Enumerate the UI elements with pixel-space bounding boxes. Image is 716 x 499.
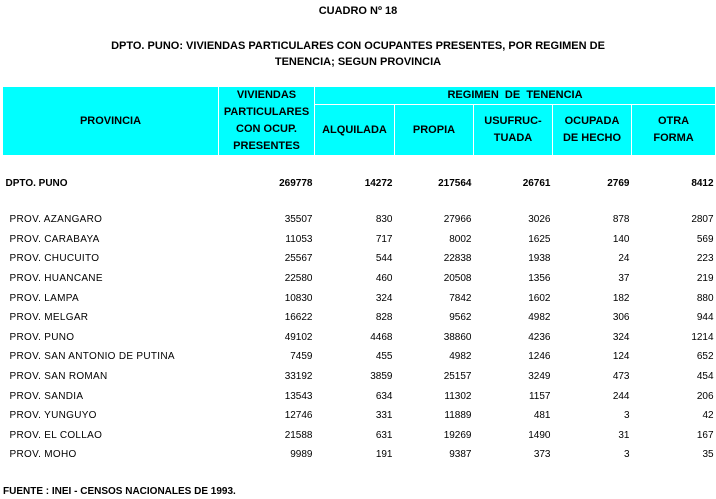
province-label: PROV. MELGAR <box>9 312 89 324</box>
header-viviendas <box>219 87 315 156</box>
header-usufructuada <box>474 105 553 156</box>
total-value: 8412 <box>691 177 714 189</box>
cell-value: 1938 <box>528 253 551 265</box>
cell-value: 3249 <box>528 371 551 383</box>
cell-value: 3 <box>623 410 630 422</box>
province-label: PROV. PUNO <box>9 331 75 343</box>
table-row <box>3 406 716 426</box>
cell-value: 223 <box>696 253 714 265</box>
cell-value: 9387 <box>449 449 472 461</box>
province-label: PROV. AZANGARO <box>9 214 103 226</box>
cell-value: 22838 <box>443 253 472 265</box>
cell-value: 4468 <box>370 331 393 343</box>
province-label: PROV. CARABAYA <box>9 233 100 245</box>
table-row <box>3 288 716 308</box>
cell-value: 37 <box>618 273 630 285</box>
total-value: 26761 <box>522 177 551 189</box>
cell-value: 1157 <box>528 390 551 402</box>
total-value: 217564 <box>438 177 472 189</box>
cell-value: 324 <box>375 292 393 304</box>
table-row <box>3 367 716 387</box>
header-otra-line: OTRA <box>657 115 690 128</box>
cell-value: 7459 <box>290 351 313 363</box>
cell-value: 11053 <box>285 233 313 245</box>
cell-value: 373 <box>533 449 551 461</box>
cell-value: 191 <box>375 449 393 461</box>
cell-value: 3859 <box>370 371 393 383</box>
cell-value: 31 <box>618 429 630 441</box>
cell-value: 878 <box>612 214 630 226</box>
header-viviendas-line: PARTICULARES <box>223 106 310 118</box>
table-subtitle <box>0 38 716 70</box>
cell-value: 944 <box>696 312 714 324</box>
total-value: 2769 <box>607 177 630 189</box>
cell-value: 33192 <box>284 371 313 383</box>
cell-value: 717 <box>375 233 393 245</box>
cell-value: 124 <box>612 351 630 363</box>
cell-value: 244 <box>612 390 630 402</box>
cell-value: 455 <box>375 351 393 363</box>
table-title: CUADRO Nº 18 <box>318 5 398 17</box>
cell-value: 25567 <box>284 253 313 265</box>
header-viviendas-line: CON OCUP. <box>236 123 297 135</box>
cell-value: 331 <box>375 410 393 422</box>
header-provincia: PROVINCIA <box>3 87 219 156</box>
total-row <box>3 173 716 193</box>
cell-value: 544 <box>375 253 393 265</box>
cell-value: 11889 <box>444 410 472 422</box>
table-row <box>3 269 716 289</box>
cell-value: 828 <box>375 312 393 324</box>
province-label: PROV. MOHO <box>9 449 77 461</box>
cell-value: 35 <box>702 449 714 461</box>
cell-value: 1246 <box>528 351 551 363</box>
cell-value: 9562 <box>449 312 472 324</box>
cell-value: 12746 <box>284 410 313 422</box>
header-usufructuada-line: TUADA <box>493 132 533 145</box>
cell-value: 4982 <box>449 351 472 363</box>
cell-value: 25157 <box>443 371 472 383</box>
table-row <box>3 230 716 250</box>
cell-value: 10830 <box>284 292 313 304</box>
province-label: PROV. SAN ANTONIO DE PUTINA <box>9 351 175 363</box>
cell-value: 1625 <box>528 233 551 245</box>
cell-value: 880 <box>696 292 714 304</box>
table-row <box>3 308 716 328</box>
cell-value: 7842 <box>449 292 472 304</box>
cell-value: 830 <box>375 214 393 226</box>
province-label: PROV. YUNGUYO <box>9 410 97 422</box>
cell-value: 569 <box>696 233 714 245</box>
data-table <box>2 86 716 465</box>
cell-value: 167 <box>696 429 714 441</box>
cell-value: 481 <box>533 410 551 422</box>
header-otra-line: FORMA <box>653 132 694 145</box>
cell-value: 3 <box>623 449 630 461</box>
subtitle-line-1: DPTO. PUNO: VIVIENDAS PARTICULARES CON OCUPANTES PRESENTES, POR REGIMEN DE <box>111 40 605 52</box>
header-usufructuada-line: USUFRUC- <box>484 115 542 128</box>
province-label: PROV. LAMPA <box>9 292 79 304</box>
cell-value: 22580 <box>284 273 313 285</box>
cell-value: 1602 <box>528 292 551 304</box>
total-label: DPTO. PUNO <box>5 177 68 189</box>
cell-value: 460 <box>375 273 393 285</box>
province-label: PROV. SAN ROMAN <box>9 371 108 383</box>
table-row <box>3 347 716 367</box>
province-label: PROV. HUANCANE <box>9 273 103 285</box>
cell-value: 11302 <box>444 390 472 402</box>
cell-value: 16622 <box>284 312 313 324</box>
cell-value: 4236 <box>528 331 551 343</box>
header-viviendas-line: VIVIENDAS <box>236 89 297 101</box>
table-row <box>3 249 716 269</box>
cell-value: 631 <box>375 429 393 441</box>
cell-value: 49102 <box>284 331 313 343</box>
table-row <box>3 386 716 406</box>
header-viviendas-line: PRESENTES <box>233 140 300 152</box>
header-ocupada-line: DE HECHO <box>562 132 622 145</box>
cell-value: 1356 <box>528 273 551 285</box>
cell-value: 42 <box>702 410 714 422</box>
cell-value: 27966 <box>443 214 472 226</box>
cell-value: 454 <box>696 371 714 383</box>
header-ocupada <box>553 105 632 156</box>
header-alquilada: ALQUILADA <box>315 105 395 156</box>
source-footer: FUENTE : INEI - CENSOS NACIONALES DE 1993. <box>3 486 236 497</box>
cell-value: 9989 <box>290 449 313 461</box>
header-regimen: REGIMEN DE TENENCIA <box>315 87 716 105</box>
table-row <box>3 328 716 348</box>
cell-value: 140 <box>612 233 630 245</box>
cell-value: 219 <box>696 273 714 285</box>
subtitle-line-2: TENENCIA; SEGUN PROVINCIA <box>274 56 442 68</box>
header-otra <box>632 105 716 156</box>
cell-value: 21588 <box>284 429 313 441</box>
header-ocupada-line: OCUPADA <box>564 115 620 128</box>
province-label: PROV. CHUCUITO <box>9 253 100 265</box>
cell-value: 13543 <box>284 390 313 402</box>
cell-value: 4982 <box>528 312 551 324</box>
cell-value: 206 <box>696 390 714 402</box>
cell-value: 35507 <box>284 214 313 226</box>
province-label: PROV. SANDIA <box>9 390 84 402</box>
table-row <box>3 426 716 446</box>
cell-value: 652 <box>696 351 714 363</box>
cell-value: 473 <box>612 371 630 383</box>
cell-value: 3026 <box>528 214 551 226</box>
table-row <box>3 445 716 465</box>
table-row <box>3 210 716 230</box>
cell-value: 20508 <box>443 273 472 285</box>
cell-value: 1214 <box>691 331 714 343</box>
cell-value: 324 <box>612 331 630 343</box>
cell-value: 24 <box>618 253 630 265</box>
cell-value: 1490 <box>528 429 551 441</box>
header-propia: PROPIA <box>395 105 474 156</box>
cell-value: 2807 <box>691 214 714 226</box>
total-value: 14272 <box>364 177 393 189</box>
cell-value: 8002 <box>449 233 472 245</box>
cell-value: 19269 <box>443 429 472 441</box>
cell-value: 182 <box>612 292 630 304</box>
province-label: PROV. EL COLLAO <box>9 429 103 441</box>
cell-value: 306 <box>612 312 630 324</box>
cell-value: 38860 <box>443 331 472 343</box>
cell-value: 634 <box>375 390 393 402</box>
total-value: 269778 <box>279 177 313 189</box>
